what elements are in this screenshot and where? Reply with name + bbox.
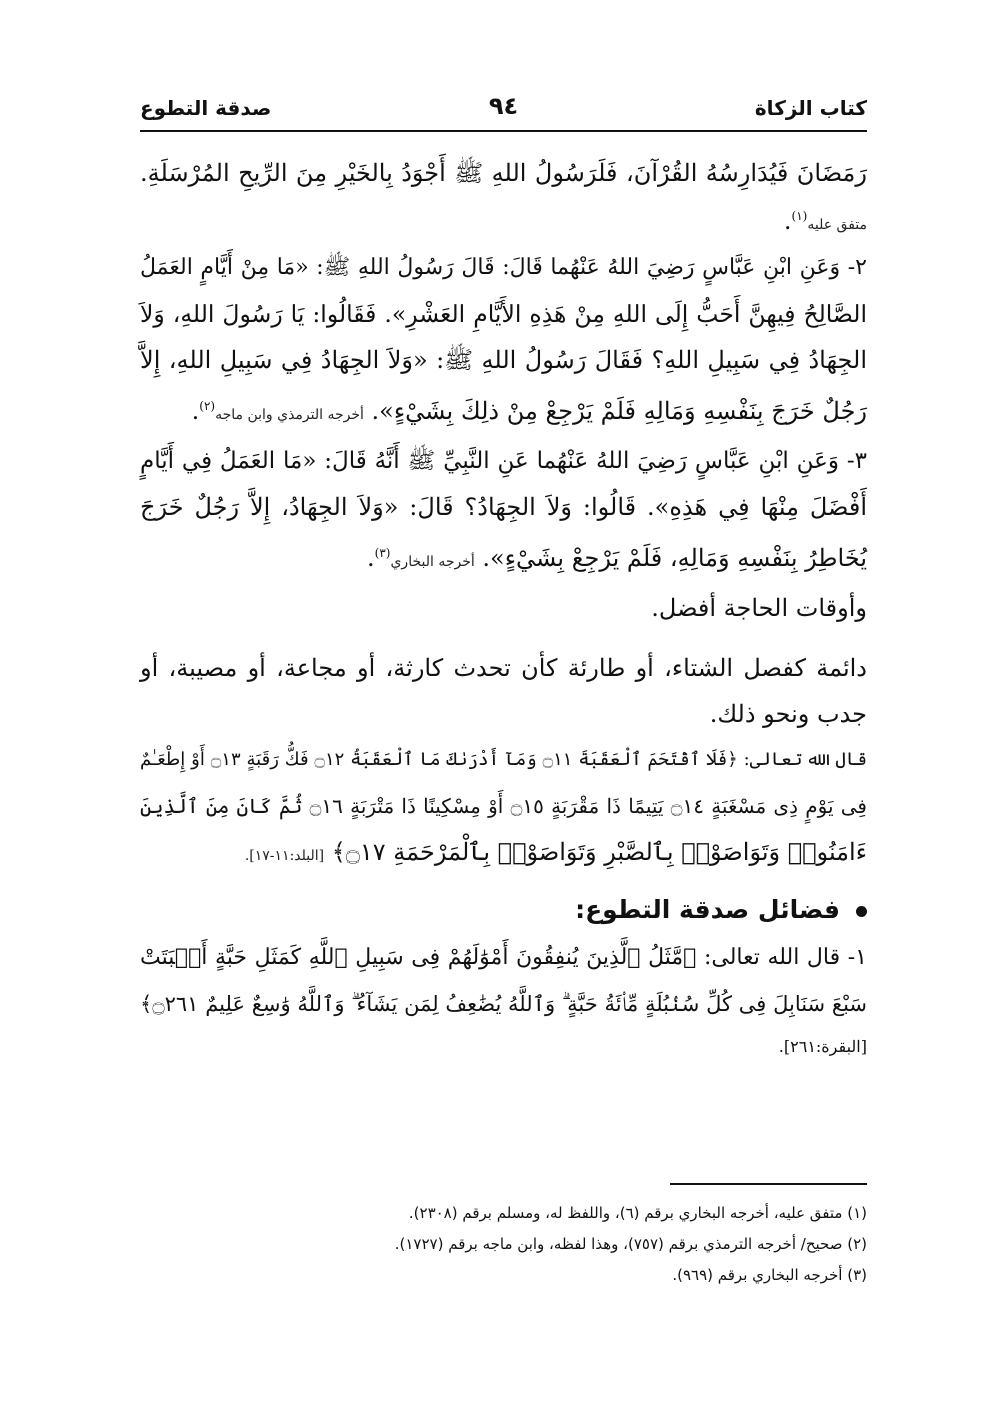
- running-header: [140, 92, 867, 126]
- paragraph-gap: [140, 631, 867, 645]
- section-title: صدقة التطوع: [140, 96, 272, 120]
- text-line: رَجُلٌ خَرَجَ بِنَفْسِهِ وَمَالِهِ فَلَمْ يَرْجِعْ مِنْ ذلِكَ بِشَيْءٍ». أخرجه الترمذي وابن ماجه$^{(٢)}$.: [191, 397, 867, 425]
- source-citation: أخرجه البخاري: [390, 554, 475, 570]
- heading-text: فضائل صدقة التطوع:: [575, 895, 840, 924]
- verse-line: فِى يَوْمٍ ذِى مَسْغَبَةٍ ۝١٤ يَتِيمًا ذَا مَقْرَبَةٍ ۝١٥ أَوْ مِسْكِينًا ذَا مَتْرَبَةٍ ۝١٦ ثُمَّ كَانَ مِنَ ٱلَّذِينَ: [140, 794, 867, 818]
- text-line: متفق عليه$^{(١)}$.: [783, 207, 867, 235]
- verse-reference: [البلد:١١-١٧].: [244, 848, 325, 864]
- header-rule: [140, 130, 867, 132]
- footnote: (٢) صحيح/ أخرجه الترمذي برقم (٧٥٧)، وهذا لفظه، وابن ماجه برقم (١٧٢٧).: [394, 1235, 867, 1253]
- source-citation: أخرجه الترمذي وابن ماجه: [215, 407, 364, 423]
- book-title: كتاب الزكاة: [754, 96, 867, 120]
- footnote-rule: [670, 1183, 867, 1185]
- footnote-marker: (١): [791, 209, 808, 223]
- footnote: (١) متفق عليه، أخرجه البخاري برقم (٦)، واللفظ له، ومسلم برقم (٢٣٠٨).: [408, 1204, 867, 1222]
- page-number: ٩٤: [488, 92, 519, 120]
- text-line: الصَّالِحُ فِيهِنَّ أَحَبُّ إِلَى اللهِ مِنْ هَذِهِ الأَيَّامِ العَشْرِ». فَقَالُوا: يَا رَسُولَ اللهِ، وَلاَ: [140, 300, 867, 328]
- hadith-text: يُخَاطِرُ بِنَفْسِهِ وَمَالِهِ، فَلَمْ يَرْجِعْ بِشَيْءٍ».: [482, 544, 867, 572]
- text-line: يُخَاطِرُ بِنَفْسِهِ وَمَالِهِ، فَلَمْ يَرْجِعْ بِشَيْءٍ». أخرجه البخاري$^{(٣)}$.: [367, 544, 867, 572]
- text-line: الجِهَادُ فِي سَبِيلِ اللهِ؟ فَقَالَ رَسُولُ اللهِ ﷺ: «وَلاَ الجِهَادُ فِي سَبِيلِ اللهِ، إِلاَّ: [140, 346, 867, 374]
- text-line: وأوقات الحاجة أفضل.: [651, 594, 867, 622]
- verse-text: ءَامَنُوا۟ وَتَوَاصَوْا۟ بِٱلصَّبْرِ وَتَوَاصَوْا۟ بِٱلْمَرْحَمَةِ ۝١٧﴾: [331, 838, 867, 866]
- footnote-marker: (٢): [199, 399, 216, 413]
- verse-line: ١- قال الله تعالى: ﴿مَّثَلُ ٱلَّذِينَ يُنفِقُونَ أَمْوَٰلَهُمْ فِى سَبِيلِ ٱللَّهِ كَمَثَلِ حَبَّةٍ أَنۢبَتَتْ: [140, 945, 867, 970]
- source-citation: متفق عليه: [807, 217, 867, 233]
- text-line: جدب ونحو ذلك.: [709, 700, 867, 728]
- section-heading: [140, 885, 867, 935]
- footnote-marker: (٣): [374, 546, 391, 560]
- main-text: [140, 150, 867, 1067]
- bullet-icon: [856, 906, 867, 917]
- verse-line: [140, 829, 867, 879]
- text-line: ٢- وَعَنِ ابْنِ عَبَّاسٍ رَضِيَ اللهُ عَنْهُما قَالَ: قَالَ رَسُولُ اللهِ ﷺ: «مَا مِنْ أَيَّامٍ العَمَلُ: [140, 255, 867, 280]
- verse-reference: [البقرة:٢٦١].: [778, 1037, 867, 1056]
- text-line: ٣- وَعَنِ ابْنِ عَبَّاسٍ رَضِيَ اللهُ عَنْهُما عَنِ النَّبِيِّ ﷺ أَنَّهُ قَالَ: «مَا العَمَلُ فِي أَيَّامٍ: [140, 448, 867, 474]
- footnotes: [140, 1198, 867, 1291]
- footnote: (٣) أخرجه البخاري برقم (٩٦٩).: [672, 1266, 867, 1284]
- verse-line: قال الله تعالى: ﴿فَلَا ٱقْتَحَمَ ٱلْعَقَبَةَ ۝١١ وَمَآ أَدْرَىٰكَ مَا ٱلْعَقَبَةُ ۝١٢ فَكُّ رَقَبَةٍ ۝١٣ أَوْ إِطْعَـٰمٌ: [140, 749, 867, 770]
- text-line: رَمَضَانَ فَيُدَارِسُهُ القُرْآنَ، فَلَرَسُولُ اللهِ ﷺ أَجْوَدُ بِالخَيْرِ مِنَ الرِّيحِ المُرْسَلَةِ.: [140, 159, 867, 187]
- text-line: أَفْضَلَ مِنْهَا فِي هَذِهِ». قَالُوا: وَلاَ الجِهَادُ؟ قَالَ: «وَلاَ الجِهَادُ، إِلاَّ رَجُلٌ خَرَجَ: [140, 493, 867, 521]
- hadith-text: رَجُلٌ خَرَجَ بِنَفْسِهِ وَمَالِهِ فَلَمْ يَرْجِعْ مِنْ ذلِكَ بِشَيْءٍ».: [371, 397, 867, 425]
- text-line: دائمة كفصل الشتاء، أو طارئة كأن تحدث كارثة، أو مجاعة، أو مصيبة، أو: [140, 654, 867, 682]
- verse-line: سَبْعَ سَنَابِلَ فِى كُلِّ سُنۢبُلَةٍ مِّا۟ئَةُ حَبَّةٍ ۗ وَٱللَّهُ يُضَٰعِفُ لِمَن يَشَآءُ ۗ وَٱللَّهُ وَٰسِعٌ عَلِيمٌ ۝٢٦١﴾: [140, 992, 867, 1016]
